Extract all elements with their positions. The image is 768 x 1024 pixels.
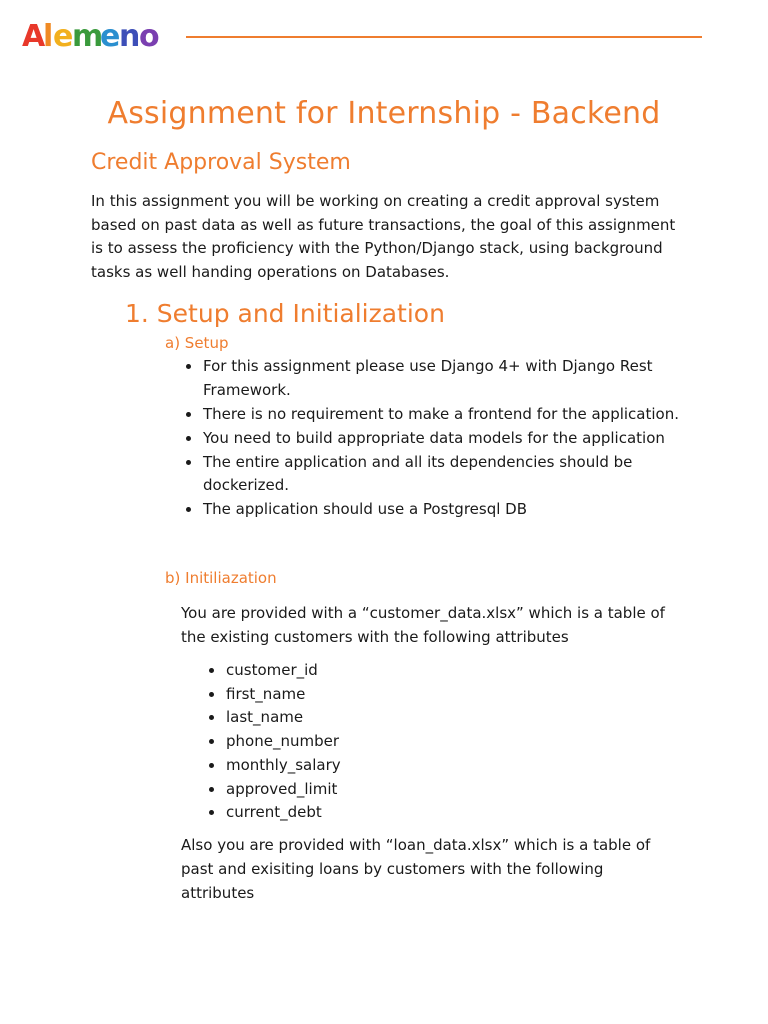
list-item bbox=[203, 427, 693, 451]
initialization-label: b) Initiliazation bbox=[165, 569, 277, 587]
section-heading-setup-initialization: 1. Setup and Initialization bbox=[125, 299, 445, 328]
bullet-icon bbox=[186, 436, 191, 441]
list-item bbox=[226, 778, 341, 802]
setup-requirements-list bbox=[203, 355, 693, 522]
list-item bbox=[226, 706, 341, 730]
list-item bbox=[226, 801, 341, 825]
list-item-text: phone_number bbox=[226, 732, 339, 751]
bullet-icon bbox=[209, 787, 214, 792]
svg-text:l: l bbox=[43, 19, 54, 54]
bullet-icon bbox=[186, 460, 191, 465]
list-item-text: current_debt bbox=[226, 803, 322, 822]
page-title: Assignment for Internship - Backend bbox=[107, 96, 661, 131]
svg-text:A: A bbox=[22, 19, 46, 54]
alemeno-logo bbox=[22, 14, 172, 56]
alemeno-logo-mark bbox=[22, 14, 172, 56]
bullet-icon bbox=[209, 715, 214, 720]
bullet-icon bbox=[209, 739, 214, 744]
list-item bbox=[203, 403, 693, 427]
bullet-icon bbox=[209, 692, 214, 697]
list-item-text: You need to build appropriate data models for the application bbox=[203, 428, 665, 447]
customers-intro-paragraph: You are provided with a “customer_data.xlsx” which is a table of the existing customers with the following attributes bbox=[181, 604, 665, 646]
list-item bbox=[226, 754, 341, 778]
list-item bbox=[203, 451, 693, 498]
list-item-text: The application should use a Postgresql DB bbox=[203, 500, 528, 518]
bullet-icon bbox=[209, 810, 214, 815]
bullet-icon bbox=[186, 507, 191, 512]
bullet-icon bbox=[209, 763, 214, 768]
list-item bbox=[226, 730, 341, 754]
loans-intro-paragraph: Also you are provided with “loan_data.xlsx” which is a table of past and exisiting loans by customers with the following attributes bbox=[181, 836, 651, 902]
customer-attributes-list bbox=[226, 659, 341, 825]
svg-text:e: e bbox=[100, 19, 121, 54]
list-item bbox=[203, 355, 693, 402]
list-item-text: There is no requirement to make a frontend for the application. bbox=[203, 404, 679, 423]
list-item bbox=[203, 498, 693, 522]
list-item-text: The entire application and all its dependencies should be dockerized. bbox=[203, 452, 633, 494]
svg-text:m: m bbox=[72, 19, 104, 54]
list-item-text: first_name bbox=[226, 684, 306, 703]
bullet-icon bbox=[186, 412, 191, 417]
list-item-text: monthly_salary bbox=[226, 755, 341, 774]
list-item-text: last_name bbox=[226, 708, 304, 727]
svg-text:o: o bbox=[139, 19, 160, 54]
svg-text:n: n bbox=[119, 19, 141, 54]
header-divider bbox=[186, 36, 702, 38]
list-item bbox=[226, 683, 341, 707]
intro-paragraph: In this assignment you will be working on creating a credit approval system based on past data as well as future transactions, the goal of this assignment is to assess the proficiency with the Python/Django stack, using background tasks as well handing operations on Databases. bbox=[91, 192, 676, 281]
setup-label: a) Setup bbox=[165, 334, 229, 352]
bullet-icon bbox=[209, 668, 214, 673]
page-subtitle: Credit Approval System bbox=[91, 150, 351, 175]
list-item-text: approved_limit bbox=[226, 779, 338, 798]
list-item-text: customer_id bbox=[226, 661, 318, 679]
bullet-icon bbox=[186, 364, 191, 369]
list-item bbox=[226, 659, 341, 683]
list-item-text: For this assignment please use Django 4+ with Django Rest Framework. bbox=[203, 357, 653, 399]
svg-text:e: e bbox=[53, 19, 74, 54]
